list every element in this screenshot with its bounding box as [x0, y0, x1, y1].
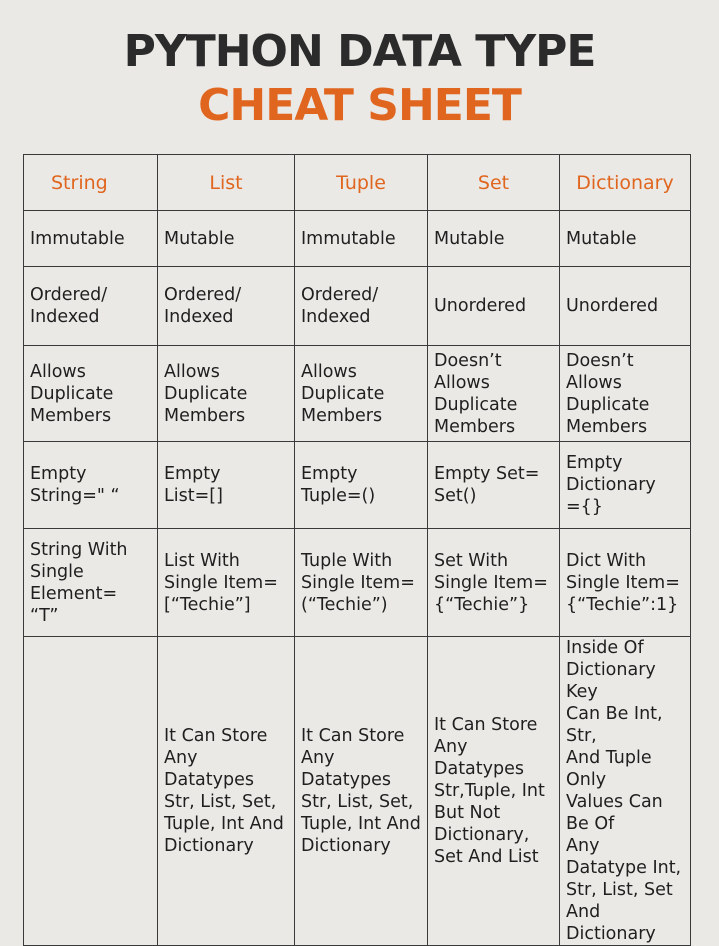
- table-cell: String With Single Element= “T”: [24, 529, 158, 637]
- table-cell: Dict With Single Item= {“Techie”:1}: [560, 529, 691, 637]
- table-cell: Empty Tuple=(): [295, 442, 428, 529]
- table-cell: Unordered: [560, 267, 691, 346]
- header-set: Set: [428, 155, 560, 211]
- table-cell: It Can Store Any Datatypes Str,Tuple, Int But Not Dictionary, Set And List: [428, 637, 560, 946]
- header-string: String: [24, 155, 158, 211]
- table-cell: Doesn’t Allows Duplicate Members: [428, 346, 560, 442]
- table-cell: Inside Of Dictionary Key Can Be Int, Str, And Tuple Only Values Can Be Of Any Datatype Int, Str, List, Set And Dictionary: [560, 637, 691, 946]
- table-cell: Doesn’t Allows Duplicate Members: [560, 346, 691, 442]
- table-cell: Set With Single Item= {“Techie”}: [428, 529, 560, 637]
- table-cell: Allows Duplicate Members: [158, 346, 295, 442]
- cheat-sheet-table: [23, 154, 691, 946]
- header-row: [24, 155, 691, 211]
- table-cell: Allows Duplicate Members: [24, 346, 158, 442]
- table-cell: It Can Store Any Datatypes Str, List, Set, Tuple, Int And Dictionary: [295, 637, 428, 946]
- header-dictionary: Dictionary: [560, 155, 691, 211]
- table-cell: [24, 637, 158, 946]
- table-cell: Immutable: [295, 211, 428, 267]
- mutability-row: [24, 211, 691, 267]
- table-cell: Ordered/ Indexed: [158, 267, 295, 346]
- table-cell: Ordered/ Indexed: [24, 267, 158, 346]
- storage-row: [24, 637, 691, 946]
- table-cell: Immutable: [24, 211, 158, 267]
- table-cell: List With Single Item= [“Techie”]: [158, 529, 295, 637]
- table-cell: Empty String=" “: [24, 442, 158, 529]
- table-cell: Mutable: [158, 211, 295, 267]
- table-cell: Empty Set= Set(): [428, 442, 560, 529]
- header-list: List: [158, 155, 295, 211]
- title-line-1: PYTHON DATA TYPE: [123, 26, 596, 77]
- table-cell: Allows Duplicate Members: [295, 346, 428, 442]
- table-cell: Empty Dictionary ={}: [560, 442, 691, 529]
- header-tuple: Tuple: [295, 155, 428, 211]
- table-cell: It Can Store Any Datatypes Str, List, Set, Tuple, Int And Dictionary: [158, 637, 295, 946]
- table-cell: Ordered/ Indexed: [295, 267, 428, 346]
- table-cell: Empty List=[]: [158, 442, 295, 529]
- duplicates-row: [24, 346, 691, 442]
- table-cell: Mutable: [428, 211, 560, 267]
- table-cell: Unordered: [428, 267, 560, 346]
- ordering-row: [24, 267, 691, 346]
- table-cell: Mutable: [560, 211, 691, 267]
- title-line-2: CHEAT SHEET: [198, 80, 521, 131]
- single-item-row: [24, 529, 691, 637]
- empty-row: [24, 442, 691, 529]
- table-cell: Tuple With Single Item= (“Techie”): [295, 529, 428, 637]
